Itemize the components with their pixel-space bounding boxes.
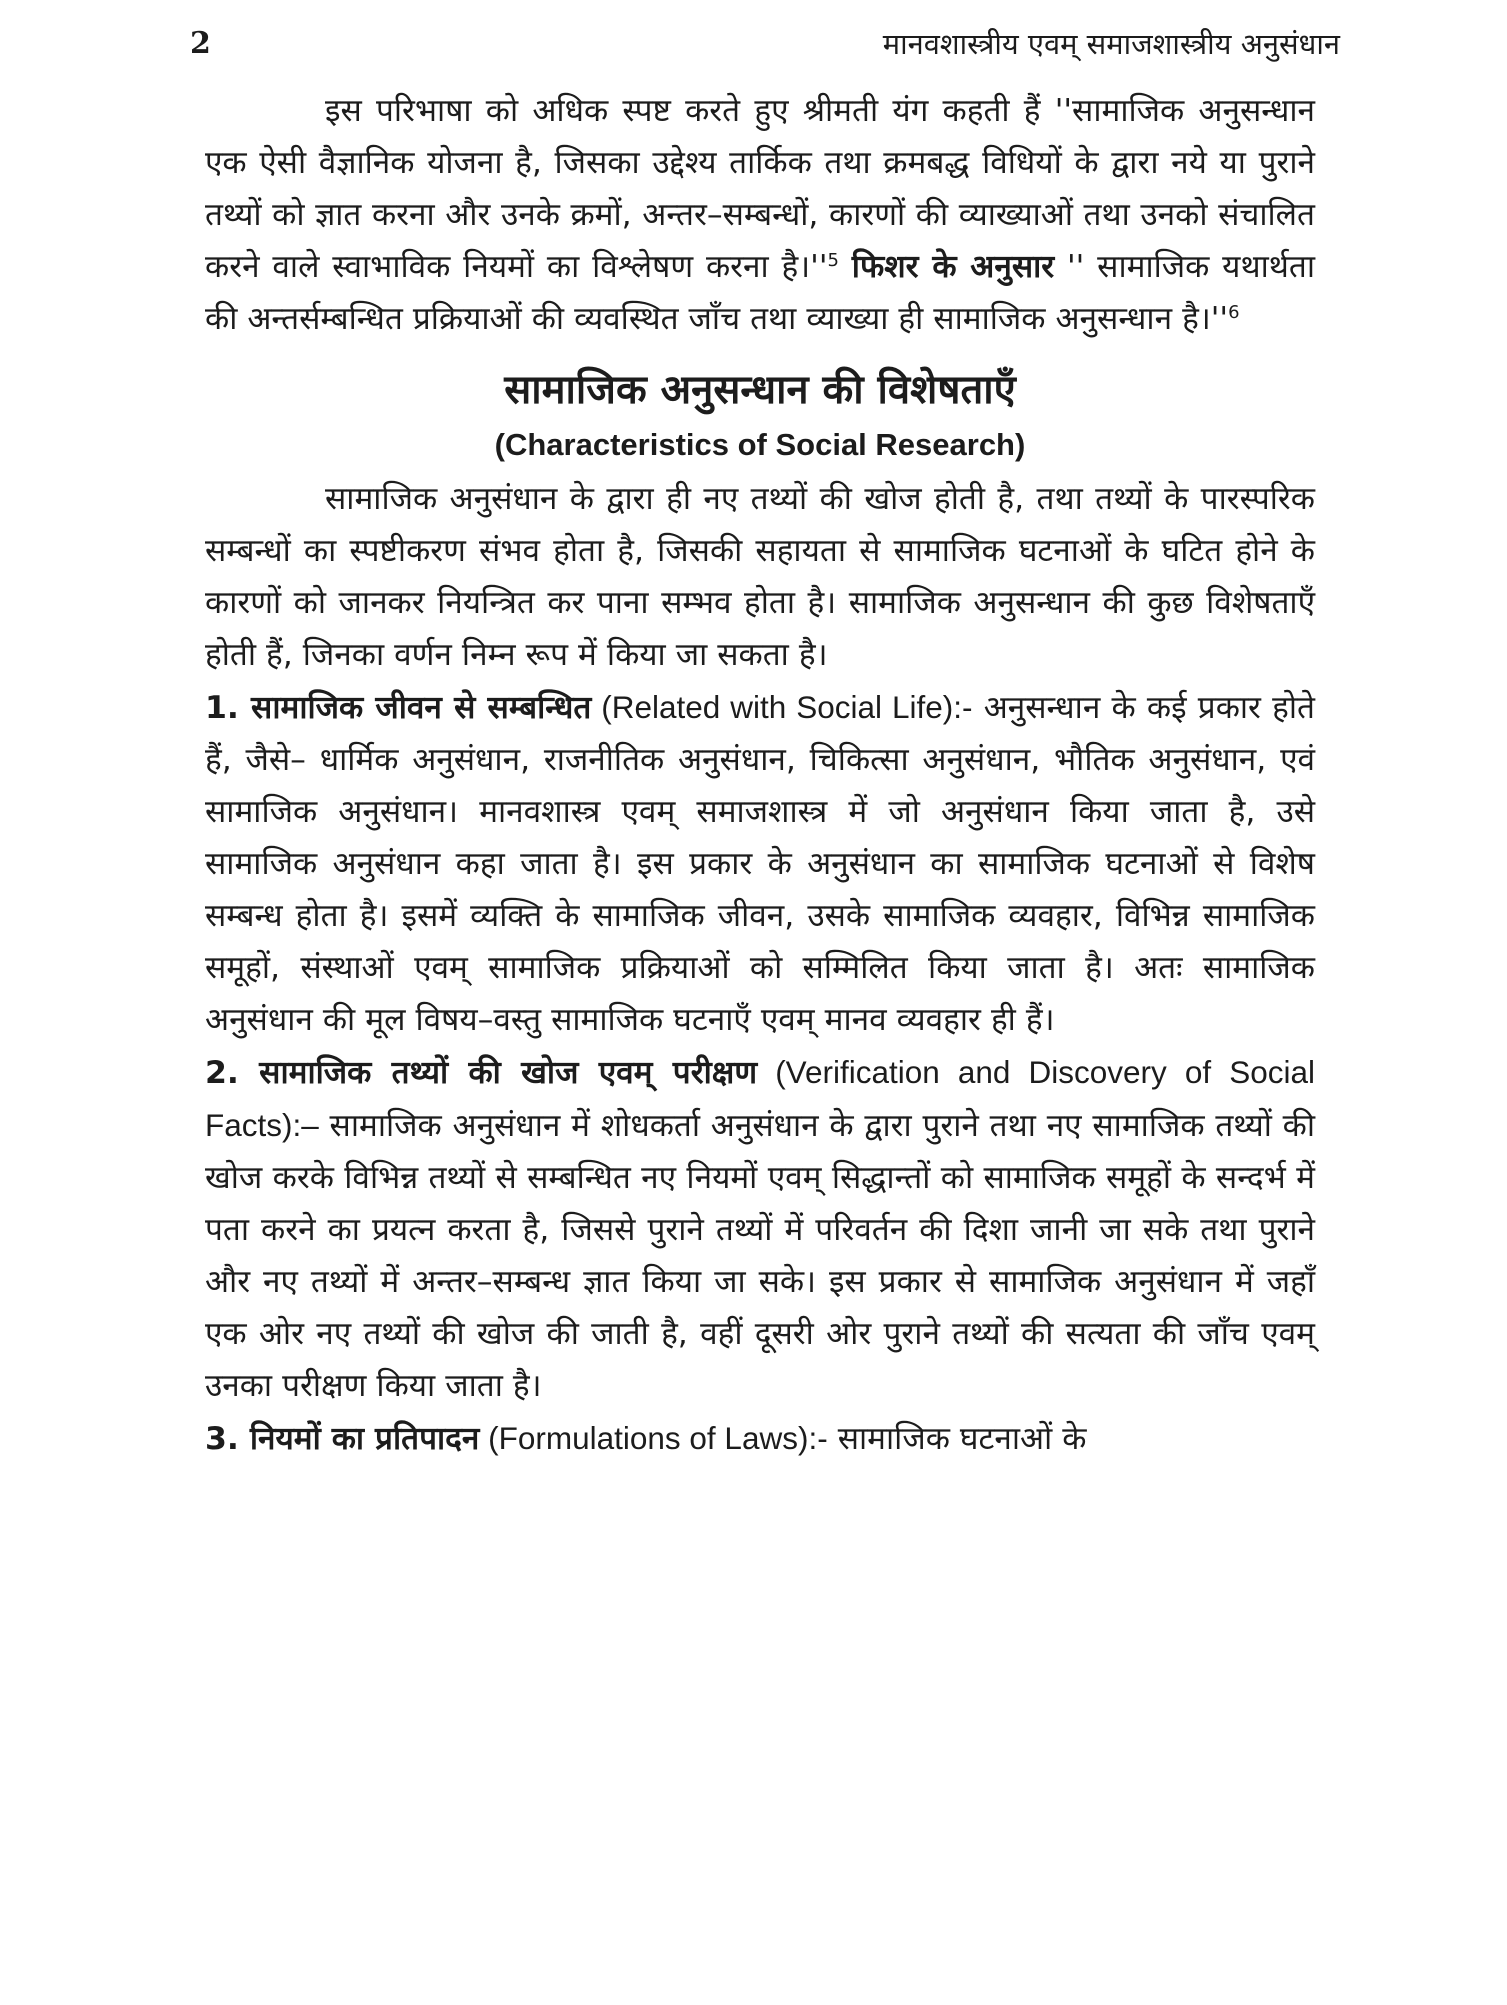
- point-english-title: (Formulations of Laws):-: [479, 1420, 828, 1456]
- point-english-title: (Related with Social Life):-: [591, 689, 973, 725]
- section-heading: सामाजिक अनुसन्धान की विशेषताएँ: [504, 367, 1016, 413]
- fisher-definition-text: '' सामाजिक यथार्थता की अन्तर्सम्बन्धित प्रक्रियाओं की व्यवस्थित जाँच तथा व्याख्या ही सामाजिक अनुसन्धान है।'': [205, 249, 1315, 337]
- point-english-title: (Verification and Discovery of Social Facts):–: [205, 1054, 1315, 1143]
- point-paragraph: [205, 681, 1315, 1046]
- point-text: अनुसन्धान के कई प्रकार होते हैं, जैसे– धार्मिक अनुसंधान, राजनीतिक अनुसंधान, चिकित्सा अनुसंधान, भौतिक अनुसंधान, एवं सामाजिक अनुसंधान। मानवशास्त्र एवम् समाजशास्त्र में जो अनुसंधान किया जाता है, उसे सामाजिक अनुसंधान कहा जाता है। इस प्रकार के अनुसंधान का सामाजिक घटनाओं से विशेष सम्बन्ध होता है। इसमें व्यक्ति के सामाजिक जीवन, उसके सामाजिक व्यवहार, विभिन्न सामाजिक समूहों, संस्थाओं एवम् सामाजिक प्रक्रियाओं को सम्मिलित किया जाता है। अतः सामाजिक अनुसंधान की मूल विषय–वस्तु सामाजिक घटनाएँ एवम् मानव व्यवहार ही हैं।: [205, 690, 1315, 1038]
- point-paragraph: [205, 1046, 1315, 1412]
- footnote-marker: 5: [827, 250, 839, 271]
- section-intro-paragraph: सामाजिक अनुसंधान के द्वारा ही नए तथ्यों की खोज होती है, तथा तथ्यों के पारस्परिक सम्बन्धों का स्पष्टीकरण संभव होता है, जिसकी सहायता से सामाजिक घटनाओं के घटित होने के कारणों को जानकर नियन्त्रित कर पाना सम्भव होता है। सामाजिक अनुसन्धान की कुछ विशेषताएँ होती हैं, जिनका वर्णन निम्न रूप में किया जा सकता है।: [205, 481, 1315, 673]
- point-title: 3. नियमों का प्रतिपादन: [205, 1421, 480, 1457]
- point-text: सामाजिक घटनाओं के: [827, 1421, 1087, 1457]
- young-definition-text: इस परिभाषा को अधिक स्पष्ट करते हुए श्रीमती यंग कहती हैं ''सामाजिक अनुसन्धान एक ऐसी वैज्ञानिक योजना है, जिसका उद्देश्य तार्किक तथा क्रमबद्ध विधियों के द्वारा नये या पुराने तथ्यों को ज्ञात करना और उनके क्रमों, अन्तर–सम्बन्धों, कारणों की व्याख्याओं तथा उनको संचालित करने वाले स्वाभाविक नियमों का विश्लेषण करना है।'': [205, 93, 1315, 285]
- section-subheading: (Characteristics of Social Research): [494, 427, 1026, 462]
- page-header: [190, 18, 1340, 68]
- footnote-marker: 6: [1228, 302, 1240, 323]
- point-paragraph: [205, 1412, 1315, 1465]
- intro-paragraph: [205, 85, 1315, 345]
- running-title: मानवशास्त्रीय एवम् समाजशास्त्रीय अनुसंधान: [882, 27, 1340, 61]
- point-title: 1. सामाजिक जीवन से सम्बन्धित: [205, 690, 592, 726]
- fisher-phrase: फिशर के अनुसार: [851, 249, 1055, 285]
- page-content: [205, 85, 1315, 1465]
- point-title: 2. सामाजिक तथ्यों की खोज एवम् परीक्षण: [205, 1055, 758, 1091]
- page-number: 2: [190, 26, 211, 61]
- point-text: सामाजिक अनुसंधान में शोधकर्ता अनुसंधान के द्वारा पुराने तथा नए सामाजिक तथ्यों की खोज करके विभिन्न तथ्यों से सम्बन्धित नए नियमों एवम् सिद्धान्तों को सामाजिक समूहों के सन्दर्भ में पता करने का प्रयत्न करता है, जिससे पुराने तथ्यों में परिवर्तन की दिशा जानी जा सके तथा पुराने और नए तथ्यों में अन्तर–सम्बन्ध ज्ञात किया जा सके। इस प्रकार से सामाजिक अनुसंधान में जहाँ एक ओर नए तथ्यों की खोज की जाती है, वहीं दूसरी ओर पुराने तथ्यों की सत्यता की जाँच एवम् उनका परीक्षण किया जाता है।: [205, 1108, 1315, 1404]
